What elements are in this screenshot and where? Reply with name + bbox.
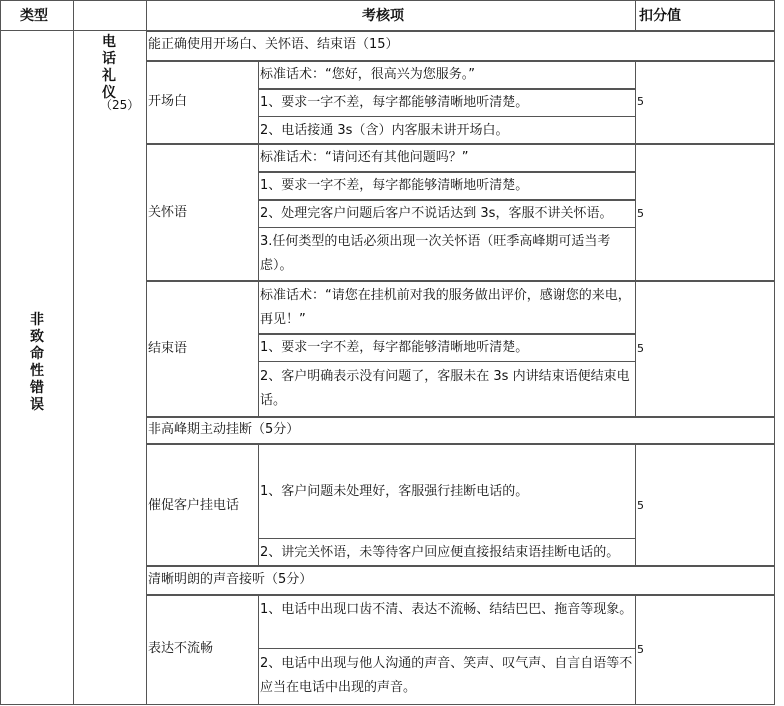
subcategory-name: 电话礼仪 xyxy=(102,34,116,101)
group-care-text-3: 2、处理完客户问题后客户不说话达到 3s，客服不讲关怀语。 xyxy=(260,206,613,221)
group-closing-text-2: 1、要求一字不差，每字都能够清晰地听清楚。 xyxy=(260,340,529,355)
header-item: 考核项 xyxy=(362,8,404,24)
group-closing-label: 结束语 xyxy=(148,341,188,356)
subcategory-points: （25） xyxy=(100,98,140,112)
group-care-text-4: 3.任何类型的电话必须出现一次关怀语（旺季高峰期可适当考虑）。 xyxy=(260,234,611,273)
subcategory-label xyxy=(100,34,118,102)
group-fluency-text-2: 2、电话中出现与他人沟通的声音、笑声、叹气声、自言自语等不应当在电话中出现的声音。 xyxy=(260,656,633,695)
group-fluency-label: 表达不流畅 xyxy=(148,641,214,656)
group-opening-text-2: 1、要求一字不差，每字都能够清晰地听清楚。 xyxy=(260,95,529,110)
group-opening-text-1: 标准话术：“您好，很高兴为您服务。” xyxy=(260,67,475,82)
section-1-title: 能正确使用开场白、关怀语、结束语（15） xyxy=(148,37,399,52)
group-closing-score: 5 xyxy=(637,342,644,355)
group-opening-text-3: 2、电话接通 3s（含）内客服未讲开场白。 xyxy=(260,123,509,138)
group-hangup-text-1: 1、客户问题未处理好，客服强行挂断电话的。 xyxy=(260,484,529,499)
group-opening-score: 5 xyxy=(637,95,644,108)
group-fluency-text-1: 1、电话中出现口齿不清、表达不流畅、结结巴巴、拖音等现象。 xyxy=(260,602,633,617)
group-hangup-text-2: 2、讲完关怀语，未等待客户回应便直接报结束语挂断电话的。 xyxy=(260,545,620,560)
group-hangup-score: 5 xyxy=(637,499,644,512)
group-fluency-score: 5 xyxy=(637,643,644,656)
col-divider-type xyxy=(73,0,74,705)
group-hangup-label: 催促客户挂电话 xyxy=(148,498,240,513)
category-label: 非致命性错误 xyxy=(30,312,44,413)
group-care-text-1: 标准话术：“请问还有其他问题吗？” xyxy=(260,150,469,165)
group-care-text-2: 1、要求一字不差，每字都能够清晰地听清楚。 xyxy=(260,178,529,193)
group-care-score: 5 xyxy=(637,207,644,220)
group-closing-text-1: 标准话术：“请您在挂机前对我的服务做出评价，感谢您的来电，再见！” xyxy=(260,288,631,327)
group-opening-label: 开场白 xyxy=(148,94,188,109)
section-2-title: 非高峰期主动挂断（5分） xyxy=(148,422,300,437)
header-type: 类型 xyxy=(20,8,48,24)
group-closing-text-3: 2、客户明确表示没有问题了，客服未在 3s 内讲结束语便结束电话。 xyxy=(260,369,630,408)
section-3-title: 清晰明朗的声音接听（5分） xyxy=(148,572,313,587)
col-divider-score-header xyxy=(635,0,636,31)
group-care-label: 关怀语 xyxy=(148,205,188,220)
header-score: 扣分值 xyxy=(639,8,681,24)
